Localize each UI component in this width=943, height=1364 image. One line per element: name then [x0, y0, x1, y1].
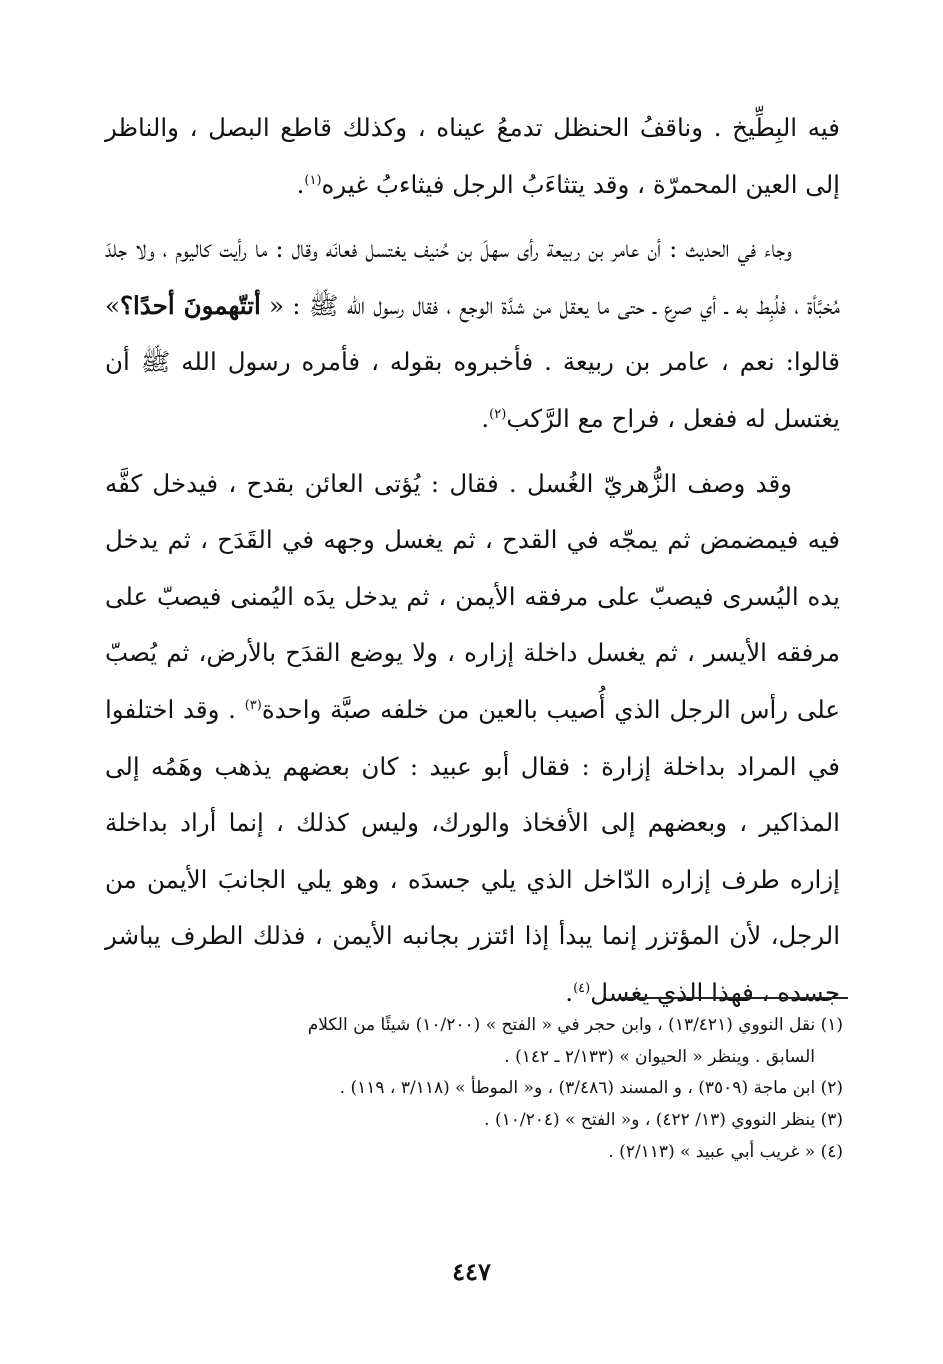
paragraph-3 [105, 456, 840, 1022]
paragraph-1-end: . [296, 169, 305, 199]
paragraph-2 [105, 221, 840, 447]
hadith-quote: أتتّهمونَ أحدًا؟ [120, 290, 261, 320]
paragraph-2-end: . [481, 403, 490, 433]
main-text [105, 100, 840, 1030]
paragraph-3-text-a: وقد وصف الزُّهريّ الغُسل . فقال : يُؤتى العائن بقدح ، فيدخل كفَّه فيه فيمضمض ثم يمجّه في القدح ، ثم يغسل وجهه في القَدَح ، ثم يدخل يده اليُسرى فيصبّ على مرفقه الأيمن ، ثم يدخل يدَه اليُمنى فيصبّ على مرفقه الأيسر ، ثم يغسل داخلة إزاره ، ولا يوضع القدَح بالأرض، ثم يُصبّ على رأس الرجل الذي أُصيب بالعين من خلفه صبَّة واحدة [105, 468, 840, 724]
footnote-1: (١) نقل النووي (١٣/٤٢١) ، وابن حجر في « الفتح » (١٠/٢٠٠) شيئًا من الكلام [307, 1015, 843, 1035]
paragraph-2-text-b: » قالوا: نعم ، عامر بن ربيعة . فأخبروه بقوله ، فأمره رسول الله ﷺ أن يغتسل له ففعل ، فراح مع الرَّكب [105, 290, 840, 433]
footnote-ref-3: (٣) [244, 697, 262, 713]
footnote-divider [620, 997, 848, 999]
footnote-1-continued: السابق . وينظر « الحيوان » (٢/١٣٣ ـ ١٤٢) . [504, 1047, 815, 1067]
footnote-ref-2: (٢) [489, 406, 507, 422]
paragraph-3-end: . [565, 977, 574, 1007]
paragraph-1-text: فيه البِطِّيخ . وناقفُ الحنظل تدمعُ عيناه ، وكذلك قاطع البصل ، والناظر إلى العين المحمرّة ، وقد يتثاءَبُ الرجل فيثاءبُ غيره [105, 113, 840, 199]
paragraph-1 [105, 100, 840, 213]
footnote-3: (٣) ينظر النووي (١٣/ ٤٢٢) ، و« الفتح » (١٠/٢٠٤) . [484, 1110, 843, 1130]
footnote-4: (٤) « غريب أبي عبيد » (٢/١١٣) . [608, 1142, 843, 1162]
footnote-ref-1: (١) [304, 172, 322, 188]
paragraph-3-text-b: . وقد اختلفوا في المراد بداخلة إزارة : فقال أبو عبيد : كان بعضهم يذهب وهَمُه إلى المذاكير ، وبعضهم إلى الأفخاذ والورك، وليس كذلك ، إنما أراد بداخلة إزاره طرف إزاره الدّاخل الذي يلي جسدَه ، وهو يلي الجانبَ الأيمن من الرجل، لأن المؤتزر إنما يبدأ إذا ائتزر بجانبه الأيمن ، فذلك الطرف يباشر جسده ، فهذا الذي يغسل [105, 694, 840, 1007]
footnote-ref-4: (٤) [573, 980, 591, 996]
footnotes [105, 1010, 843, 1169]
paragraph-2-text-a: وجاء في الحديث : أن عامر بن ربيعة رأى سهلَ بن حُنيف يغتسل فعانَه وقال : ما رأيت كاليوم ، ولا جلدَ مُخبَّأة ، فلُبِط به ـ أي صرع ـ حتى ما يعقل من شدَّة الوجع ، فقال رسول الله ﷺ : « [105, 234, 840, 320]
page-number: ٤٤٧ [452, 1257, 491, 1286]
footnote-2: (٢) ابن ماجة (٣٥٠٩) ، و المسند (٣/٤٨٦) ، و« الموطأ » (٣/١١٨ ، ١١٩) . [339, 1078, 843, 1098]
